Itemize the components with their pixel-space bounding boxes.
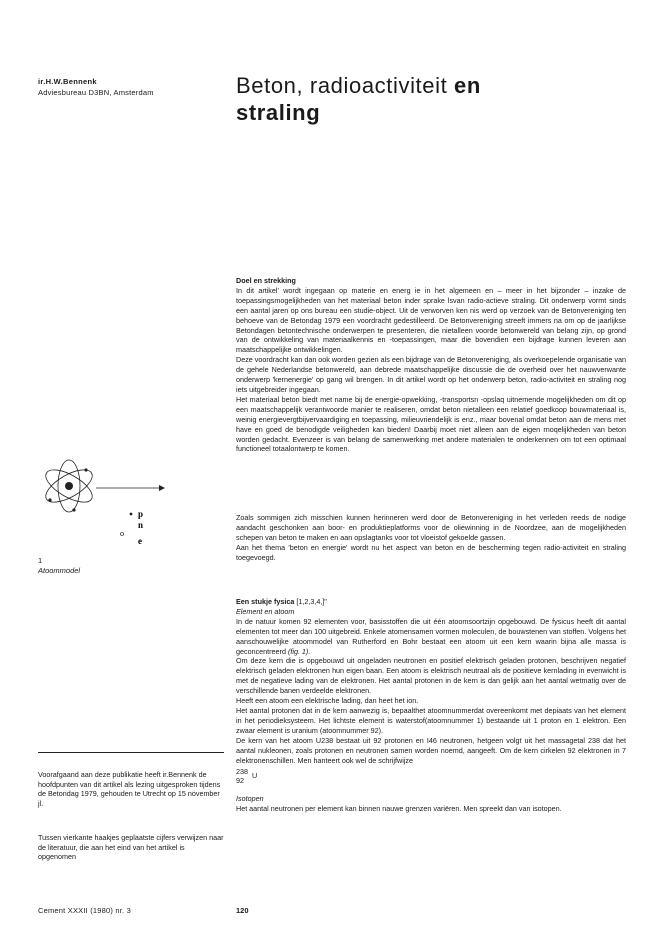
paragraph: Zoals sommigen zich misschien kunnen herinneren werd door de Betonvereniging in het verleden reeds de nodige aandacht geschonken aan boor- en produktieplatforms voor de oliewinning in de Noordzee, aan de mogelijkheden schepen van beton te maken en aan opslagtanks voor tot vloeistof gekoelde gassen. — [236, 513, 626, 542]
section-heading-line — [236, 597, 626, 607]
figure-reference: (fig. 1). — [287, 646, 311, 656]
nuclide-notation — [236, 767, 626, 785]
nucleus — [65, 482, 73, 490]
nuclide-mass: 238 — [236, 767, 248, 777]
paragraph: Aan het thema 'beton en energie' wordt nu het aspect van beton en de bescherming tegen radio-activiteit en straling toegevoegd. — [236, 542, 626, 562]
journal-footer: Cement XXXII (1980) nr. 3 — [38, 906, 131, 915]
paragraph: Het aantal protonen dat in de kern aanwezig is, bepaalthet atoomnummerdat overeenkomt met depiaats van het element in het periodieksysteem. Het lichtste element is waterstof(atoomnummer 1) bestaande uit 1 proton en 1 elektron. Een zwaar element is uranium (atoomnummer 92). — [236, 705, 626, 735]
paragraph: Het materiaal beton biedt met name bij de energie-opwekking, -transportsn -opslaq uitnemende mogelijkheden om dit op een maatschappelijk verantwoorde manier te realiseren, omdat beton nietalleen een relatief goedkoop bouwmateriaal is, weinig energievergtbijvervaardiging en toepassing, milieuvriendelijk is enz., maar bovenal omdat beton aan de mens met have en goed de benodigde veiligheden kan bieden! Daarbij moet niet alleen aan de eigen rnoqelijkheden van beton worden gedacht. Evenzeer is van belang de samenwerking met andere materialen te onderkennen om tot een optimaal functioneel totaalontwerp te komen. — [236, 394, 626, 454]
section-heading: Een stukje fysica — [236, 597, 295, 606]
section-doel — [236, 276, 626, 454]
arrow-head — [159, 485, 165, 491]
label-n: n — [138, 520, 144, 530]
divider — [38, 752, 224, 753]
paragraph: Heeft een atoom een elektrische lading, dan heet het ion. — [236, 696, 419, 706]
section-doel-cont — [236, 513, 626, 563]
article-title — [236, 72, 636, 126]
subheading: Element en atoom — [236, 606, 295, 616]
section-heading: Doel en strekking — [236, 276, 296, 285]
nuclide-symbol: U — [252, 771, 258, 781]
figure-caption: Atoommodel — [38, 566, 81, 575]
label-o: o — [120, 529, 124, 538]
nuclide-number: 92 — [236, 776, 244, 786]
paragraph: Deze voordracht kan dan ook worden gezien als een bijdrage van de Betonvereniging, als overkoepelende organisatie van de gehele Nederlandse betonwereld, aan debrede maatschappelijke discussie die de overheid over het nauwverwante onderwerp 'kernenergie' op gang wil brengen. In dit artikel wordt op het onderwerp beton, radio-activiteit en straling nog iets uitgebreider ingegaan. — [236, 355, 626, 394]
electron — [48, 498, 51, 501]
paragraph: In dit artikel' wordt ingegaan op materie en energ ie in het algemeen en – meer in het bijzonder – inzake de toepassingsmogelijkheden van het materiaal beton inder sprake lsvan radio-actieve straling. Dit onderwerp vormt sinds een aantal jaren op ons bureau een studie-object. Uit de verworven ken nis werd op verzoek van de Betonvereniging ten behoeve van de Betondag 1979 een voordracht gedestilleerd. De Betonvereniging streeft immers na om op de jaarlijkse Betondagen betontechnische onderwerpen te presenteren, die nietalleen voorde betonwereld van belang zijn, op grond van de ontwikkeling van materiaalkennis en -toepassingen, maar die bovendien een bijdrage kunnen leveren aan maatschappelijke ontwikkelingen. — [236, 285, 626, 355]
electron — [72, 508, 75, 511]
author-name: ir.H.W.Bennenk — [38, 77, 97, 86]
paragraph-text: In de natuur komen 92 elementen voor, basisstoffen die uit één atoomsoortzijn opgebouwd. De fysicus heeft dit aantal elementen tot meer dan 100 uitgebreid. Enkele atomensamen vormen moleculen, de bouwstenen van stoffen. Volgens het aanschouwelijke atoommodel van Rutherford en Bohr bestaat een atoom uit een kern waarin bijna alle massa is geconcentreerd — [236, 616, 626, 656]
page-number: 120 — [236, 906, 249, 915]
electron — [84, 468, 87, 471]
reference-numbers: [1,2,3,4,]" — [294, 597, 327, 606]
section-fysica — [236, 597, 626, 814]
label-e: e — [138, 536, 142, 546]
sidenote-text: Tussen vierkante haakjes geplaatste cijfers verwijzen naar de literatuur, die aan het eind van het artikel is opgenomen — [38, 833, 224, 862]
author-affiliation: Adviesbureau D3BN, Amsterdam — [38, 88, 154, 97]
proton-dot — [130, 513, 133, 516]
atom-model-diagram — [36, 448, 186, 548]
title-part1: Beton, radioactiviteit — [236, 73, 455, 98]
paragraph: De kern van het atoom U238 bestaat uit 92 protonen en I46 neutronen, hetgeen volgt uit het massagetal 238 dat het aantal nukleonen, zoals protonen en neutronen samen worden noemd, aangeeft. Om de kern cirkelen 92 elektronen in 7 elektronenschillen. Men hanteert ook wel de schrijfwijze — [236, 735, 626, 765]
subheading: Isotopen — [236, 794, 264, 804]
figure-number: 1 — [38, 556, 43, 565]
paragraph: Om deze kern die is opgebouwd uit ongeladen neutronen en positief elektrisch geladen protonen, beschrijven negatief elektrisch geladen elektronen hun eigen baan. Een atoom is elektrisch neutraal als de positieve kernlading in evenwicht is met de negatieve lading van de elektronen. Het aantal protonen in de kern is dan gelijk aan het aantal wetmatig over de verschillende banen verdeelde elektronen. — [236, 656, 626, 696]
sidenote-lecture — [38, 770, 224, 808]
sidenote-text: Voorafgaand aan deze publikatie heeft ir.Bennenk de hoofdpunten van dit artikel als lezing uitgesproken tijdens de Betondag 1979, gehouden te Utrecht op 15 november jl. — [38, 770, 221, 808]
label-p: p — [138, 509, 144, 519]
title-part3: straling — [236, 100, 321, 125]
paragraph: Het aantal neutronen per element kan binnen nauwe grenzen variëren. Men spreekt dan van isotopen. — [236, 804, 562, 814]
title-part2: en — [454, 73, 481, 98]
sidenote-references — [38, 833, 224, 862]
paragraph — [236, 617, 626, 657]
